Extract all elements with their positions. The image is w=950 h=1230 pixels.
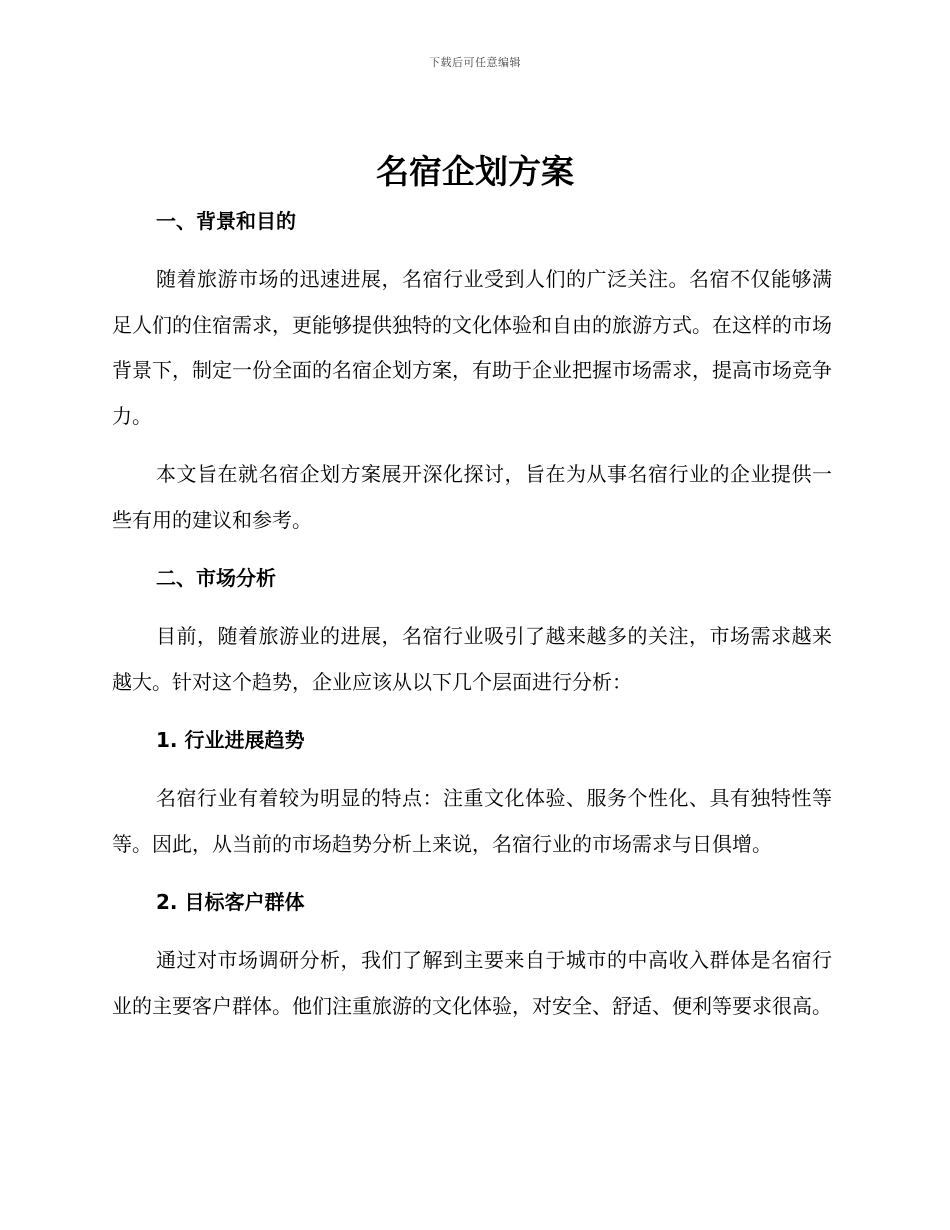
document-title: 名宿企划方案 [376, 152, 574, 191]
document-body [112, 198, 832, 1029]
paragraph-market-analysis: 目前，随着旅游业的进展，名宿行业吸引了越来越多的关注，市场需求越来越大。针对这个趋势，企业应该从以下几个层面进行分析： [112, 624, 832, 694]
subsection-heading-industry-trend: 1. 行业进展趋势 [156, 728, 305, 752]
paragraph-industry-trend: 名宿行业有着较为明显的特点：注重文化体验、服务个性化、具有独特性等等。因此，从当前的市场趋势分析上来说，名宿行业的市场需求与日俱增。 [112, 786, 832, 856]
subsection-heading-target-customers: 2. 目标客户群体 [156, 890, 305, 914]
paragraph-background-1: 随着旅游市场的迅速进展，名宿行业受到人们的广泛关注。名宿不仅能够满足人们的住宿需求，更能够提供独特的文化体验和自由的旅游方式。在这样的市场背景下，制定一份全面的名宿企划方案，有助于企业把握市场需求，提高市场竞争力。 [112, 267, 832, 428]
paragraph-background-2: 本文旨在就名宿企划方案展开深化探讨，旨在为从事名宿行业的企业提供一些有用的建议和参考。 [112, 462, 832, 532]
section-heading-market-analysis: 二、市场分析 [156, 566, 276, 590]
paragraph-target-customers: 通过对市场调研分析，我们了解到主要来自于城市的中高收入群体是名宿行业的主要客户群体。他们注重旅游的文化体验，对安全、舒适、便利等要求很高。 [112, 948, 832, 1018]
page-header-note: 下载后可任意编辑 [429, 56, 521, 69]
section-heading-background: 一、背景和目的 [156, 209, 296, 233]
